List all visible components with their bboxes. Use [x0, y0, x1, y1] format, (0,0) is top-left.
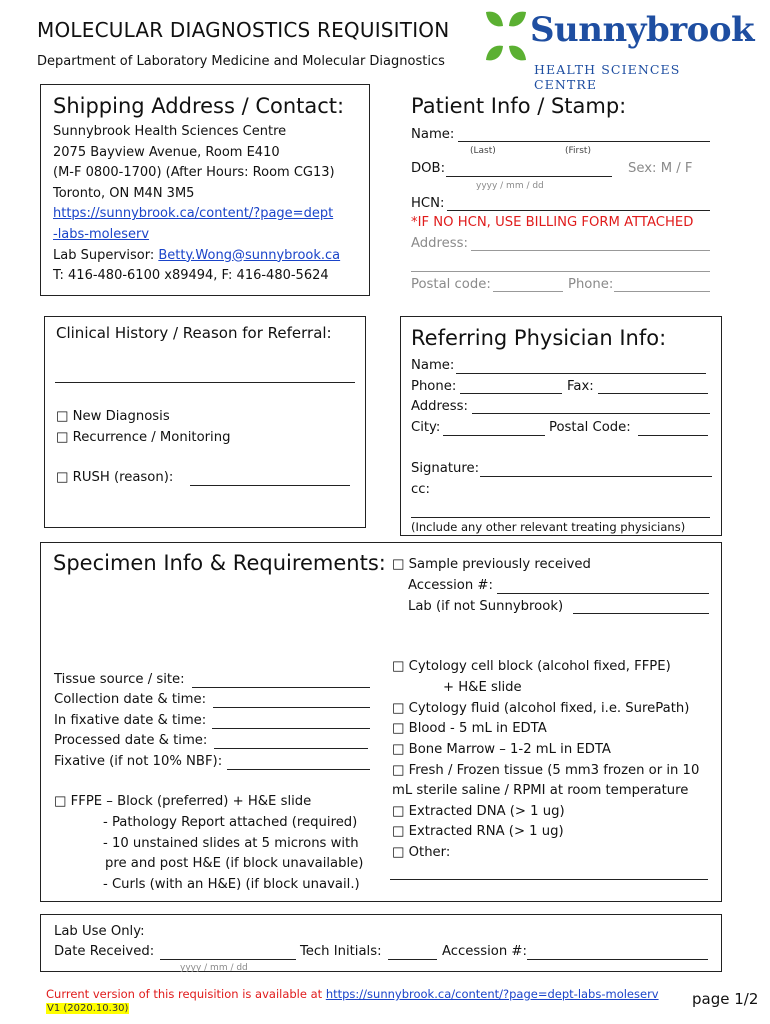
lab-accession-field[interactable] — [527, 959, 708, 960]
physician-address-field[interactable] — [472, 413, 710, 414]
other-checkbox[interactable]: □ Other: — [392, 845, 451, 860]
shipping-heading: Shipping Address / Contact: — [53, 94, 345, 118]
page-number: page 1/2 — [692, 990, 759, 1008]
physician-phone-label: Phone: — [411, 379, 457, 394]
dob-label: DOB: — [411, 161, 446, 176]
ffpe-requirement: - Pathology Report attached (required) — [103, 815, 358, 830]
physician-phone-field[interactable] — [460, 393, 562, 394]
patient-address-field-2[interactable] — [411, 271, 710, 272]
collection-date-field[interactable] — [213, 707, 370, 708]
patient-heading: Patient Info / Stamp: — [411, 94, 627, 118]
extracted-dna-checkbox[interactable]: □ Extracted DNA (> 1 ug) — [392, 804, 565, 819]
ffpe-requirement: - Curls (with an H&E) (if block unavail.) — [103, 877, 360, 892]
lab-label: Lab (if not Sunnybrook) — [408, 599, 564, 614]
last-name-hint: (Last) — [470, 146, 496, 156]
sunnybrook-logo — [482, 6, 755, 92]
phone-fax: T: 416-480-6100 x89494, F: 416-480-5624 — [53, 268, 329, 284]
cytology-fluid-checkbox[interactable]: □ Cytology fluid (alcohol fixed, i.e. SurePath) — [392, 701, 690, 716]
version-text: Current version of this requisition is available at — [46, 987, 326, 1001]
patient-name-label: Name: — [411, 127, 455, 142]
supervisor-line — [53, 246, 340, 267]
physician-note: (Include any other relevant treating physicians) — [411, 520, 686, 534]
recurrence-monitoring-checkbox[interactable]: □ Recurrence / Monitoring — [56, 430, 231, 445]
logo-name: Sunnybrook — [530, 10, 755, 50]
leaf-logo-icon — [482, 8, 530, 64]
tissue-source-field[interactable] — [192, 687, 370, 688]
physician-fax-label: Fax: — [567, 379, 594, 394]
lab-accession-label: Accession #: — [442, 944, 527, 959]
cytology-cell-block-checkbox[interactable]: □ Cytology cell block (alcohol fixed, FFPE) — [392, 659, 671, 674]
logo-tagline: HEALTH SCIENCES CENTRE — [534, 62, 681, 92]
address-line: Toronto, ON M4N 3M5 — [53, 185, 195, 201]
patient-phone-label: Phone: — [568, 277, 614, 292]
extracted-rna-checkbox[interactable]: □ Extracted RNA (> 1 ug) — [392, 824, 564, 839]
version-link[interactable]: https://sunnybrook.ca/content/?page=dept-labs-moleserv — [325, 987, 659, 1001]
physician-city-field[interactable] — [443, 435, 545, 436]
address-line: (M-F 0800-1700) (After Hours: Room CG13) — [53, 165, 335, 181]
physician-postal-field[interactable] — [638, 435, 708, 436]
postal-code-label: Postal code: — [411, 277, 491, 292]
accession-field[interactable] — [497, 593, 709, 594]
fixative-date-label: In fixative date & time: — [54, 713, 207, 728]
new-diagnosis-checkbox[interactable]: □ New Diagnosis — [56, 409, 170, 424]
processed-date-field[interactable] — [214, 748, 368, 749]
lab-field[interactable] — [573, 613, 709, 614]
patient-address-field[interactable] — [471, 250, 710, 251]
collection-date-label: Collection date & time: — [54, 692, 207, 707]
physician-postal-label: Postal Code: — [549, 420, 631, 435]
accession-label: Accession #: — [408, 578, 493, 593]
ffpe-requirement: - 10 unstained slides at 5 microns with — [103, 836, 359, 851]
page-title: MOLECULAR DIAGNOSTICS REQUISITION — [37, 18, 450, 42]
physician-name-field[interactable] — [456, 373, 706, 374]
date-format-hint: yyyy / mm / dd — [180, 963, 248, 973]
bone-marrow-checkbox[interactable]: □ Bone Marrow – 1-2 mL in EDTA — [392, 742, 611, 757]
fresh-frozen-checkbox[interactable]: □ Fresh / Frozen tissue (5 mm3 frozen or in 10 — [392, 763, 700, 778]
dob-field[interactable] — [446, 176, 612, 177]
physician-address-label: Address: — [411, 399, 468, 414]
patient-phone-field[interactable] — [614, 291, 710, 292]
supervisor-email-link[interactable]: Betty.Wong@sunnybrook.ca — [158, 247, 341, 263]
version-tag: V1 (2020.10.30) — [47, 1003, 129, 1014]
physician-heading: Referring Physician Info: — [411, 326, 667, 350]
rush-reason-field[interactable] — [190, 485, 350, 486]
department-subtitle: Department of Laboratory Medicine and Molecular Diagnostics — [37, 54, 445, 69]
previously-received-checkbox[interactable]: □ Sample previously received — [392, 557, 591, 572]
patient-name-field[interactable] — [458, 141, 710, 142]
physician-city-label: City: — [411, 420, 441, 435]
tissue-source-label: Tissue source / site: — [54, 672, 185, 687]
postal-code-field[interactable] — [493, 291, 563, 292]
ffpe-requirement: pre and post H&E (if block unavailable) — [105, 856, 364, 871]
other-field[interactable] — [390, 879, 708, 880]
cytology-cell-block-note: + H&E slide — [443, 680, 522, 695]
processed-date-label: Processed date & time: — [54, 733, 208, 748]
cc-label: cc: — [411, 482, 430, 497]
sex-field[interactable]: Sex: M / F — [628, 161, 693, 176]
date-received-label: Date Received: — [54, 944, 155, 959]
department-link-continued[interactable]: -labs-moleserv — [53, 226, 150, 242]
ffpe-checkbox[interactable]: □ FFPE – Block (preferred) + H&E slide — [54, 794, 312, 809]
physician-name-label: Name: — [411, 358, 455, 373]
signature-label: Signature: — [411, 461, 480, 476]
tech-initials-label: Tech Initials: — [300, 944, 382, 959]
address-line: Sunnybrook Health Sciences Centre — [53, 124, 287, 139]
blood-checkbox[interactable]: □ Blood - 5 mL in EDTA — [392, 721, 547, 736]
specimen-heading: Specimen Info & Requirements: — [53, 551, 386, 575]
clinical-heading: Clinical History / Reason for Referral: — [56, 324, 332, 342]
supervisor-label: Lab Supervisor: — [53, 247, 159, 263]
hcn-warning: *IF NO HCN, USE BILLING FORM ATTACHED — [411, 215, 694, 230]
patient-address-label: Address: — [411, 236, 468, 251]
physician-fax-field[interactable] — [598, 393, 708, 394]
address-line: 2075 Bayview Avenue, Room E410 — [53, 144, 280, 160]
clinical-history-field[interactable] — [55, 382, 355, 383]
fixative-type-field[interactable] — [227, 769, 370, 770]
department-link[interactable]: https://sunnybrook.ca/content/?page=dept — [53, 206, 334, 222]
fresh-frozen-note: mL sterile saline / RPMI at room temperature — [392, 783, 689, 798]
dob-format-hint: yyyy / mm / dd — [476, 181, 544, 191]
first-name-hint: (First) — [565, 146, 591, 156]
cc-field[interactable] — [411, 517, 710, 518]
fixative-type-label: Fixative (if not 10% NBF): — [54, 754, 223, 769]
signature-field[interactable] — [480, 476, 712, 477]
hcn-label: HCN: — [411, 196, 445, 211]
lab-use-heading: Lab Use Only: — [54, 924, 145, 939]
fixative-date-field[interactable] — [212, 728, 370, 729]
tech-initials-field[interactable] — [388, 959, 437, 960]
rush-checkbox[interactable]: □ RUSH (reason): — [56, 470, 174, 485]
shipping-address — [53, 122, 340, 287]
version-notice — [46, 987, 659, 1001]
date-received-field[interactable] — [160, 959, 296, 960]
hcn-field[interactable] — [447, 210, 710, 211]
